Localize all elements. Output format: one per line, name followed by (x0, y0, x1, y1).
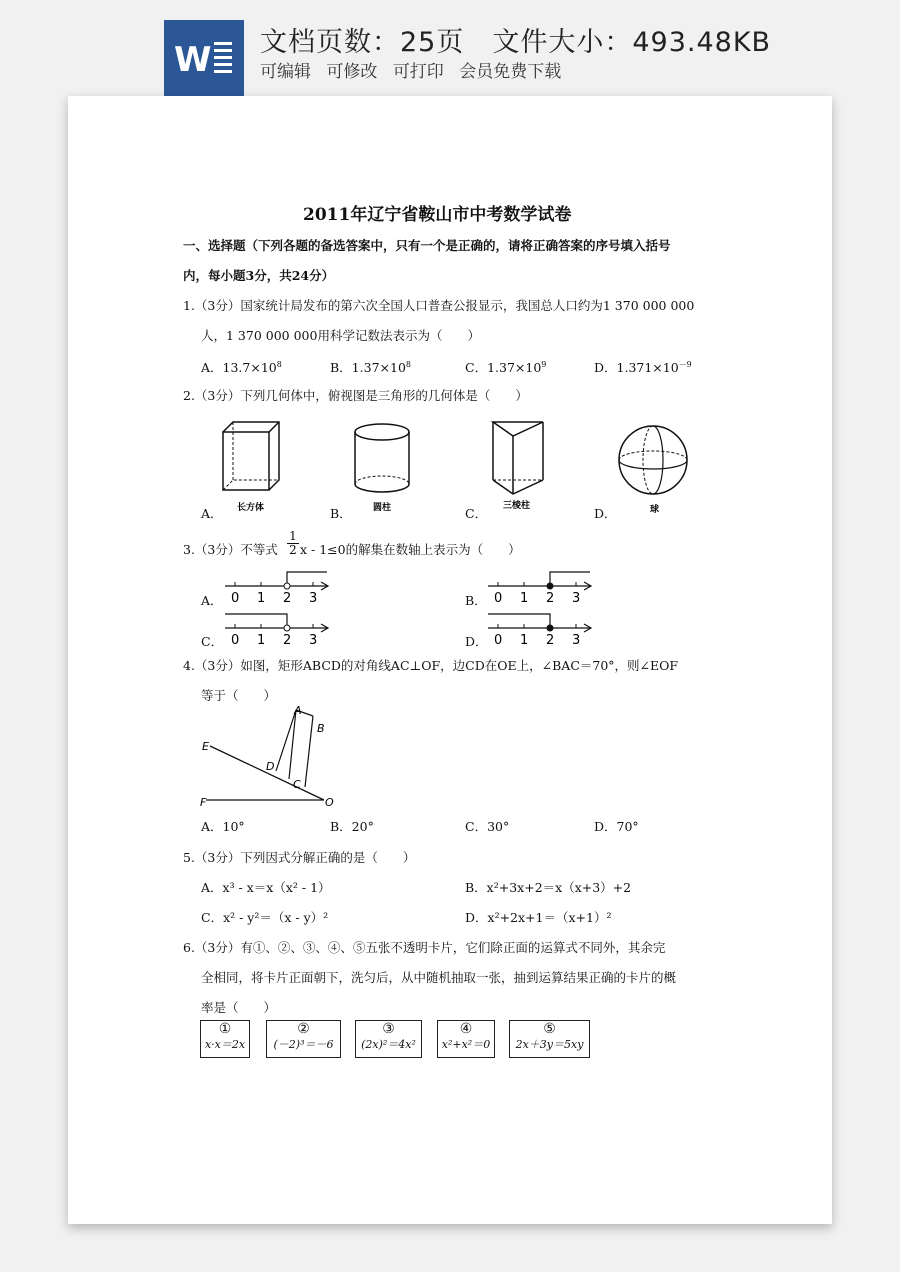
sphere-figure (613, 418, 697, 518)
svg-text:3: 3 (309, 591, 318, 606)
q3-numberline-c (223, 610, 335, 650)
q1-option-b: B．$1.37\times 10^8$ (330, 360, 411, 375)
q4-option-c: C．30° (465, 819, 510, 834)
cuboid-figure (213, 418, 293, 518)
svg-text:1: 1 (257, 633, 266, 648)
q2-letter-d: D． (594, 506, 617, 521)
cuboid-label: 长方体 (237, 503, 265, 513)
q4-option-d: D．70° (594, 819, 639, 834)
svg-text:O: O (325, 796, 334, 809)
q5-option-c: C．x² - y²＝（x - y）² (201, 910, 329, 925)
q6-text-line1: 6.（3分）有①、②、③、④、⑤五张不透明卡片，它们除正面的运算式不同外，其余完 (183, 940, 666, 955)
q2-letter-b: B． (330, 506, 352, 521)
svg-text:3: 3 (309, 633, 318, 648)
svg-text:B: B (317, 722, 325, 735)
q4-option-b: B．20° (330, 819, 374, 834)
sphere-label: 球 (650, 505, 660, 515)
feature-modifiable: 可修改 (326, 62, 378, 82)
q3-fraction: $\frac{1}{2}$ (287, 530, 299, 557)
q6-text-line3: 率是（ ） (201, 1000, 277, 1015)
q5-option-b: B．x²+3x+2＝x（x+3）+2 (465, 880, 632, 895)
q2-letter-a: A． (201, 506, 223, 521)
svg-text:2: 2 (546, 591, 555, 606)
q2-letter-c: C． (465, 506, 488, 521)
svg-text:1: 1 (520, 633, 529, 648)
svg-text:3: 3 (572, 591, 581, 606)
section-heading-line1: 一、选择题（下列各题的备选答案中，只有一个是正确的，请将正确答案的序号填入括号 (183, 238, 671, 253)
q6-card-1: ① x·x＝2x (200, 1020, 250, 1058)
q5-option-d: D．x²+2x+1＝（x+1）² (465, 910, 612, 925)
q3-letter-a: A． (201, 593, 223, 608)
q4-text-line1: 4.（3分）如图，矩形ABCD的对角线AC⊥OF，边CD在OE上，∠BAC＝70°，则∠EOF (183, 658, 679, 673)
svg-text:0: 0 (494, 591, 503, 606)
exam-title: 2011年辽宁省鞍山市中考数学试卷 (303, 205, 572, 225)
svg-text:0: 0 (494, 633, 503, 648)
q3-numberline-b (486, 568, 598, 608)
feature-member-download: 会员免费下载 (459, 62, 562, 82)
section-heading-line2: 内，每小题3分，共24分） (183, 268, 335, 283)
q2-text: 2.（3分）下列几何体中，俯视图是三角形的几何体是（ ） (183, 388, 528, 403)
q1-text-line1: 1.（3分）国家统计局发布的第六次全国人口普查公报显示，我国总人口约为1 370 000 000 (183, 298, 695, 313)
cylinder-figure (346, 418, 426, 518)
file-size: 文件大小：493.48KB (492, 27, 772, 58)
q3-numberline-d (486, 610, 598, 650)
svg-text:2: 2 (283, 591, 292, 606)
svg-text:0: 0 (231, 633, 240, 648)
prism-label: 三棱柱 (503, 501, 531, 511)
cylinder-label: 圆柱 (373, 503, 392, 513)
svg-text:D: D (266, 760, 275, 773)
q6-card-4: ④ x²+x²＝0 (437, 1020, 495, 1058)
q4-text-line2: 等于（ ） (201, 688, 277, 703)
q6-card-2: ② (－2)³＝－6 (266, 1020, 341, 1058)
q6-card-3: ③ (2x)²＝4x² (355, 1020, 422, 1058)
q6-text-line2: 全相同，将卡片正面朝下，洗匀后，从中随机抽取一张，抽到运算结果正确的卡片的概 (201, 970, 677, 985)
svg-text:1: 1 (257, 591, 266, 606)
q1-text-line2: 人，1 370 000 000用科学记数法表示为（ ） (201, 328, 480, 343)
q5-text: 5.（3分）下列因式分解正确的是（ ） (183, 850, 416, 865)
svg-text:2: 2 (283, 633, 292, 648)
document-page (68, 96, 832, 1224)
doc-info-header (0, 0, 900, 96)
q3-prefix: 3.（3分）不等式 (183, 542, 278, 557)
svg-text:A: A (294, 704, 302, 717)
svg-text:3: 3 (572, 633, 581, 648)
q5-option-a: A．x³ - x＝x（x² - 1） (201, 880, 331, 895)
svg-text:2: 2 (546, 633, 555, 648)
q3-letter-b: B． (465, 593, 487, 608)
svg-text:1: 1 (520, 591, 529, 606)
svg-text:C: C (293, 778, 301, 791)
feature-editable: 可编辑 (260, 62, 311, 82)
q1-option-a: A．$13.7\times 10^8$ (201, 360, 282, 375)
q4-option-a: A．10° (201, 819, 245, 834)
feature-list (260, 57, 571, 82)
triangular-prism-figure (483, 418, 563, 518)
q4-geometry-figure (196, 702, 346, 812)
svg-text:E: E (202, 740, 209, 753)
svg-text:0: 0 (231, 591, 240, 606)
q3-numberline-a (223, 568, 335, 608)
feature-printable: 可打印 (392, 62, 444, 82)
q6-card-5: ⑤ 2x＋3y＝5xy (509, 1020, 590, 1058)
q3-letter-c: C． (201, 634, 224, 649)
page-count: 文档页数：25页 (260, 27, 465, 58)
q3-letter-d: D． (465, 634, 488, 649)
word-document-icon: W (164, 20, 244, 96)
q3-suffix: x - 1≤0的解集在数轴上表示为（ ） (300, 542, 521, 557)
q1-option-d: D．$1.371\times 10^{-9}$ (594, 360, 692, 375)
q1-option-c: C．$1.37\times 10^9$ (465, 360, 547, 375)
svg-text:F: F (200, 796, 207, 809)
